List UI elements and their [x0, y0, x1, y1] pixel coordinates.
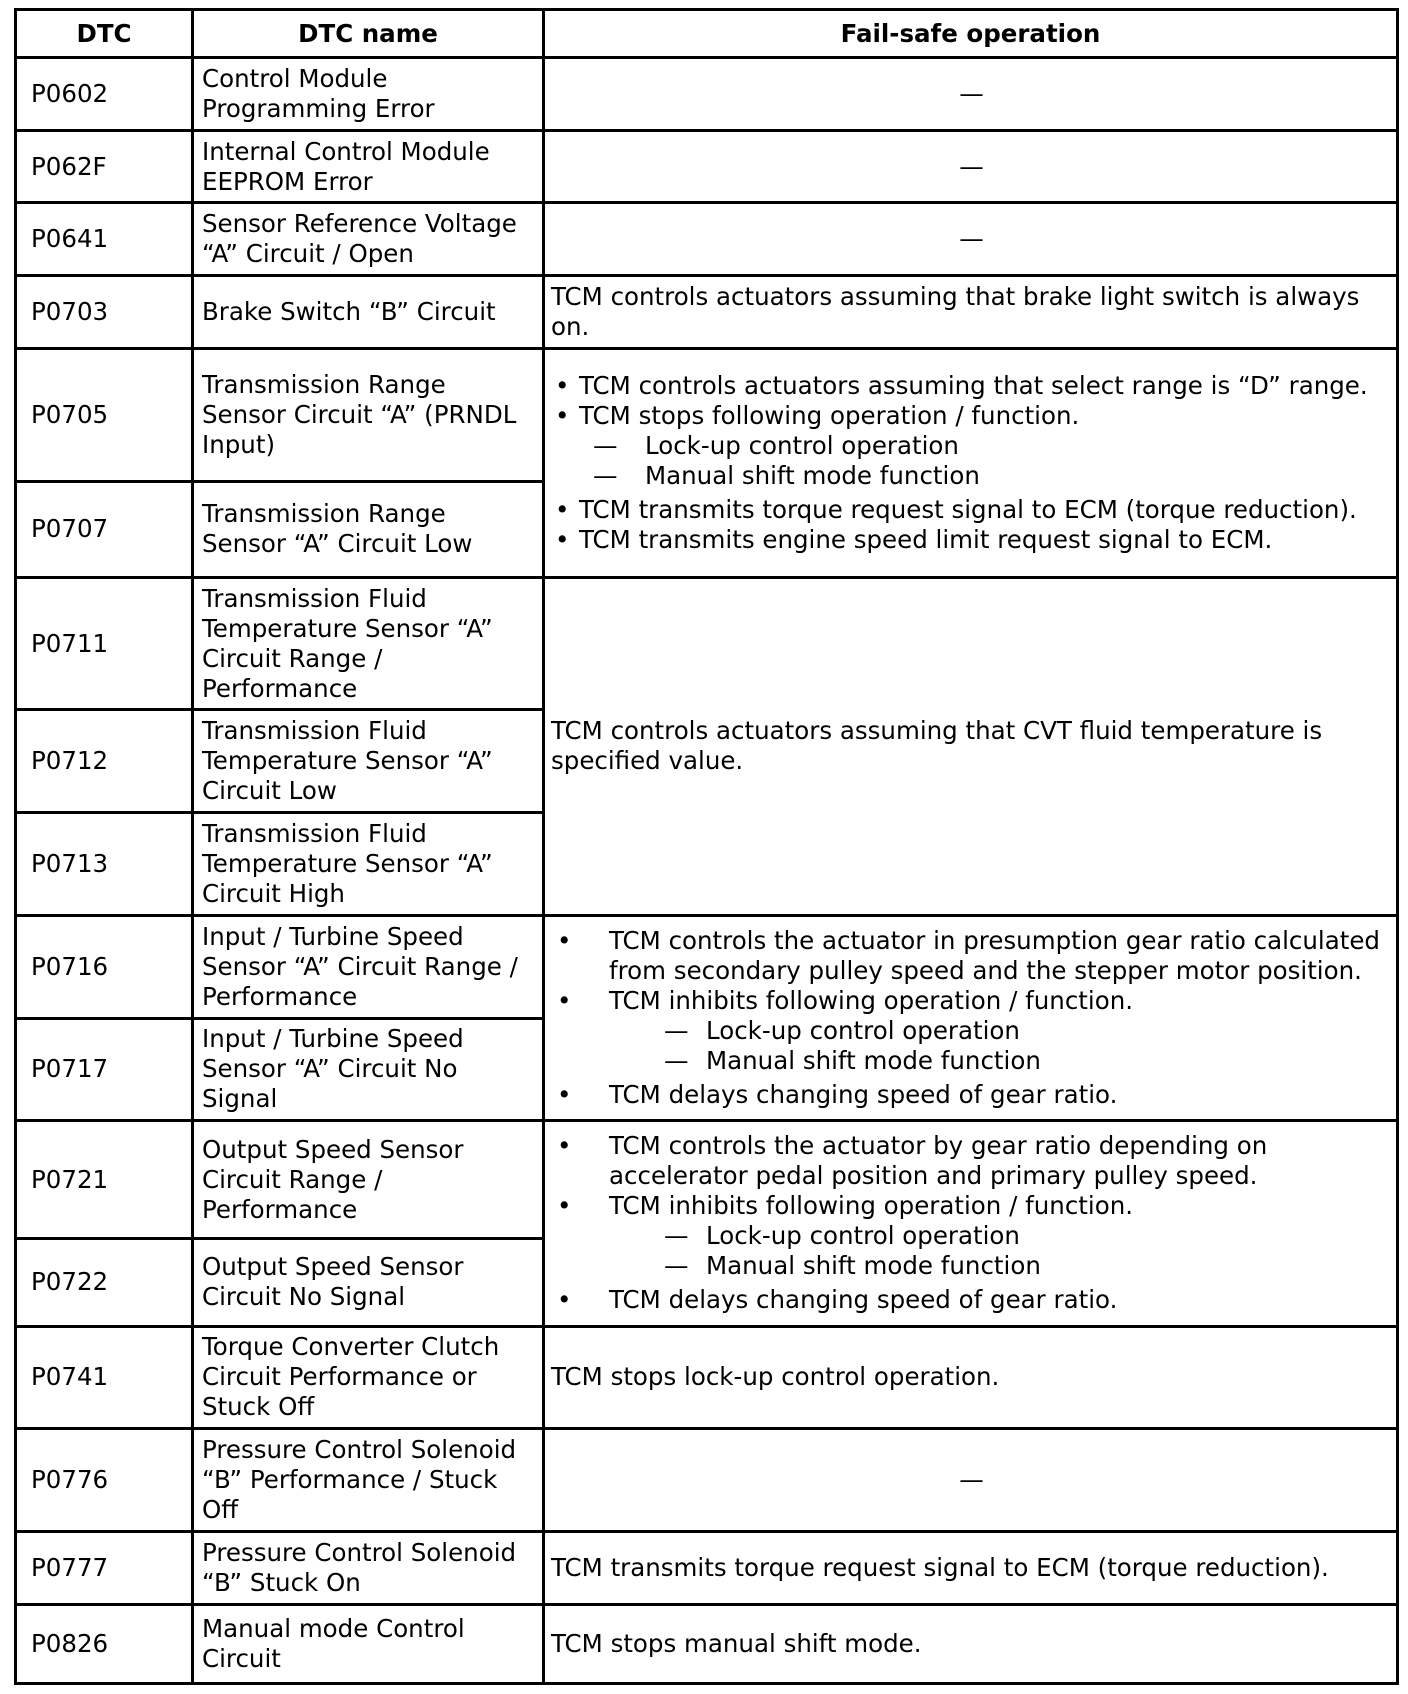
dtc-code: P0703 [16, 276, 193, 349]
dtc-name: Pressure Control Solenoid “B” Performance / Stuck Off [193, 1429, 544, 1532]
dtc-name: Manual mode Control Circuit [193, 1604, 544, 1683]
failsafe-bullet-list [551, 1131, 1392, 1315]
dtc-code: P0777 [16, 1531, 193, 1604]
failsafe-sub-list [609, 1221, 1392, 1281]
table-row [16, 130, 1398, 203]
dtc-name: Internal Control Module EEPROM Error [193, 130, 544, 203]
dtc-code: P0707 [16, 481, 193, 577]
dtc-name: Transmission Range Sensor “A” Circuit Low [193, 481, 544, 577]
dtc-code: P0717 [16, 1018, 193, 1121]
table-row [16, 203, 1398, 276]
sub-list-item: — Lock-up control operation [609, 1221, 1392, 1251]
dtc-code: P0713 [16, 813, 193, 916]
dtc-code: P0641 [16, 203, 193, 276]
dtc-code: P0711 [16, 577, 193, 710]
list-item-text: TCM inhibits following operation / function. [609, 1191, 1134, 1221]
dtc-name: Transmission Fluid Temperature Sensor “A” Circuit Range / Performance [193, 577, 544, 710]
list-item [551, 401, 1392, 491]
dtc-code: P0776 [16, 1429, 193, 1532]
failsafe-bullet-list [551, 926, 1392, 1110]
dtc-code: P0705 [16, 348, 193, 481]
failsafe-text: TCM controls actuators assuming that CVT fluid temperature is specified value. [544, 577, 1398, 915]
dtc-name: Input / Turbine Speed Sensor “A” Circuit Range / Performance [193, 915, 544, 1018]
failsafe-output-group [544, 1121, 1398, 1326]
dtc-code: P0602 [16, 58, 193, 131]
dtc-name: Transmission Range Sensor Circuit “A” (PRNDL Input) [193, 348, 544, 481]
dtc-code: P0826 [16, 1604, 193, 1683]
dtc-name: Sensor Reference Voltage “A” Circuit / Open [193, 203, 544, 276]
table-row [16, 276, 1398, 349]
list-item: • TCM controls the actuator in presumption gear ratio calculated from secondary pulley speed and the stepper motor position. [551, 926, 1392, 986]
failsafe-text: TCM transmits torque request signal to ECM (torque reduction). [544, 1531, 1398, 1604]
no-failsafe-dash: — [959, 1465, 984, 1495]
no-failsafe-dash: — [959, 224, 984, 254]
list-item: • TCM transmits engine speed limit request signal to ECM. [551, 525, 1392, 555]
dtc-name: Pressure Control Solenoid “B” Stuck On [193, 1531, 544, 1604]
failsafe-text: TCM stops manual shift mode. [544, 1604, 1398, 1683]
header-dtc-name: DTC name [193, 10, 544, 58]
dtc-name: Transmission Fluid Temperature Sensor “A” Circuit High [193, 813, 544, 916]
failsafe-range-group [544, 348, 1398, 577]
table-row [16, 1121, 1398, 1239]
failsafe-cell [544, 203, 1398, 276]
list-item-text: TCM inhibits following operation / function. [609, 986, 1134, 1016]
dtc-name: Output Speed Sensor Circuit No Signal [193, 1238, 544, 1326]
sub-list-item: — Manual shift mode function [609, 1046, 1392, 1076]
dtc-code: P0712 [16, 710, 193, 813]
dtc-name: Control Module Programming Error [193, 58, 544, 131]
table-row [16, 915, 1398, 1018]
table-row [16, 1326, 1398, 1429]
failsafe-cell [544, 1429, 1398, 1532]
dtc-name: Transmission Fluid Temperature Sensor “A” Circuit Low [193, 710, 544, 813]
no-failsafe-dash: — [959, 151, 984, 181]
list-item: • TCM controls the actuator by gear ratio depending on accelerator pedal position and primary pulley speed. [551, 1131, 1392, 1191]
failsafe-bullet-list [551, 371, 1392, 555]
list-item-text: TCM stops following operation / function. [579, 400, 1080, 430]
table-header-row [16, 10, 1398, 58]
header-dtc: DTC [16, 10, 193, 58]
dtc-name: Brake Switch “B” Circuit [193, 276, 544, 349]
dtc-code: P0716 [16, 915, 193, 1018]
dtc-name: Input / Turbine Speed Sensor “A” Circuit No Signal [193, 1018, 544, 1121]
table-row [16, 348, 1398, 481]
sub-list-item: — Manual shift mode function [609, 1251, 1392, 1281]
failsafe-cell [544, 130, 1398, 203]
no-failsafe-dash: — [959, 78, 984, 108]
failsafe-input-group [544, 915, 1398, 1120]
dtc-name: Output Speed Sensor Circuit Range / Performance [193, 1121, 544, 1239]
list-item [551, 1191, 1392, 1281]
dtc-failsafe-table [14, 8, 1399, 1685]
list-item: • TCM transmits torque request signal to ECM (torque reduction). [551, 495, 1392, 525]
failsafe-text: TCM controls actuators assuming that brake light switch is always on. [544, 276, 1398, 349]
failsafe-sub-list [609, 1016, 1392, 1076]
table-row [16, 1429, 1398, 1532]
list-item: • TCM controls actuators assuming that select range is “D” range. [551, 371, 1392, 401]
dtc-code: P0741 [16, 1326, 193, 1429]
dtc-name: Torque Converter Clutch Circuit Performance or Stuck Off [193, 1326, 544, 1429]
failsafe-cell [544, 58, 1398, 131]
table-row [16, 1531, 1398, 1604]
list-item: • TCM delays changing speed of gear ratio. [551, 1080, 1392, 1110]
dtc-code: P0721 [16, 1121, 193, 1239]
header-failsafe: Fail-safe operation [544, 10, 1398, 58]
failsafe-sub-list [579, 431, 1392, 491]
sub-list-item: — Lock-up control operation [609, 1016, 1392, 1046]
table-row [16, 1604, 1398, 1683]
sub-list-item: — Lock-up control operation [579, 431, 1392, 461]
list-item: • TCM delays changing speed of gear ratio. [551, 1285, 1392, 1315]
table-row [16, 577, 1398, 710]
dtc-code: P0722 [16, 1238, 193, 1326]
list-item [551, 986, 1392, 1076]
table-row [16, 58, 1398, 131]
failsafe-text: TCM stops lock-up control operation. [544, 1326, 1398, 1429]
dtc-code: P062F [16, 130, 193, 203]
sub-list-item: — Manual shift mode function [579, 461, 1392, 491]
